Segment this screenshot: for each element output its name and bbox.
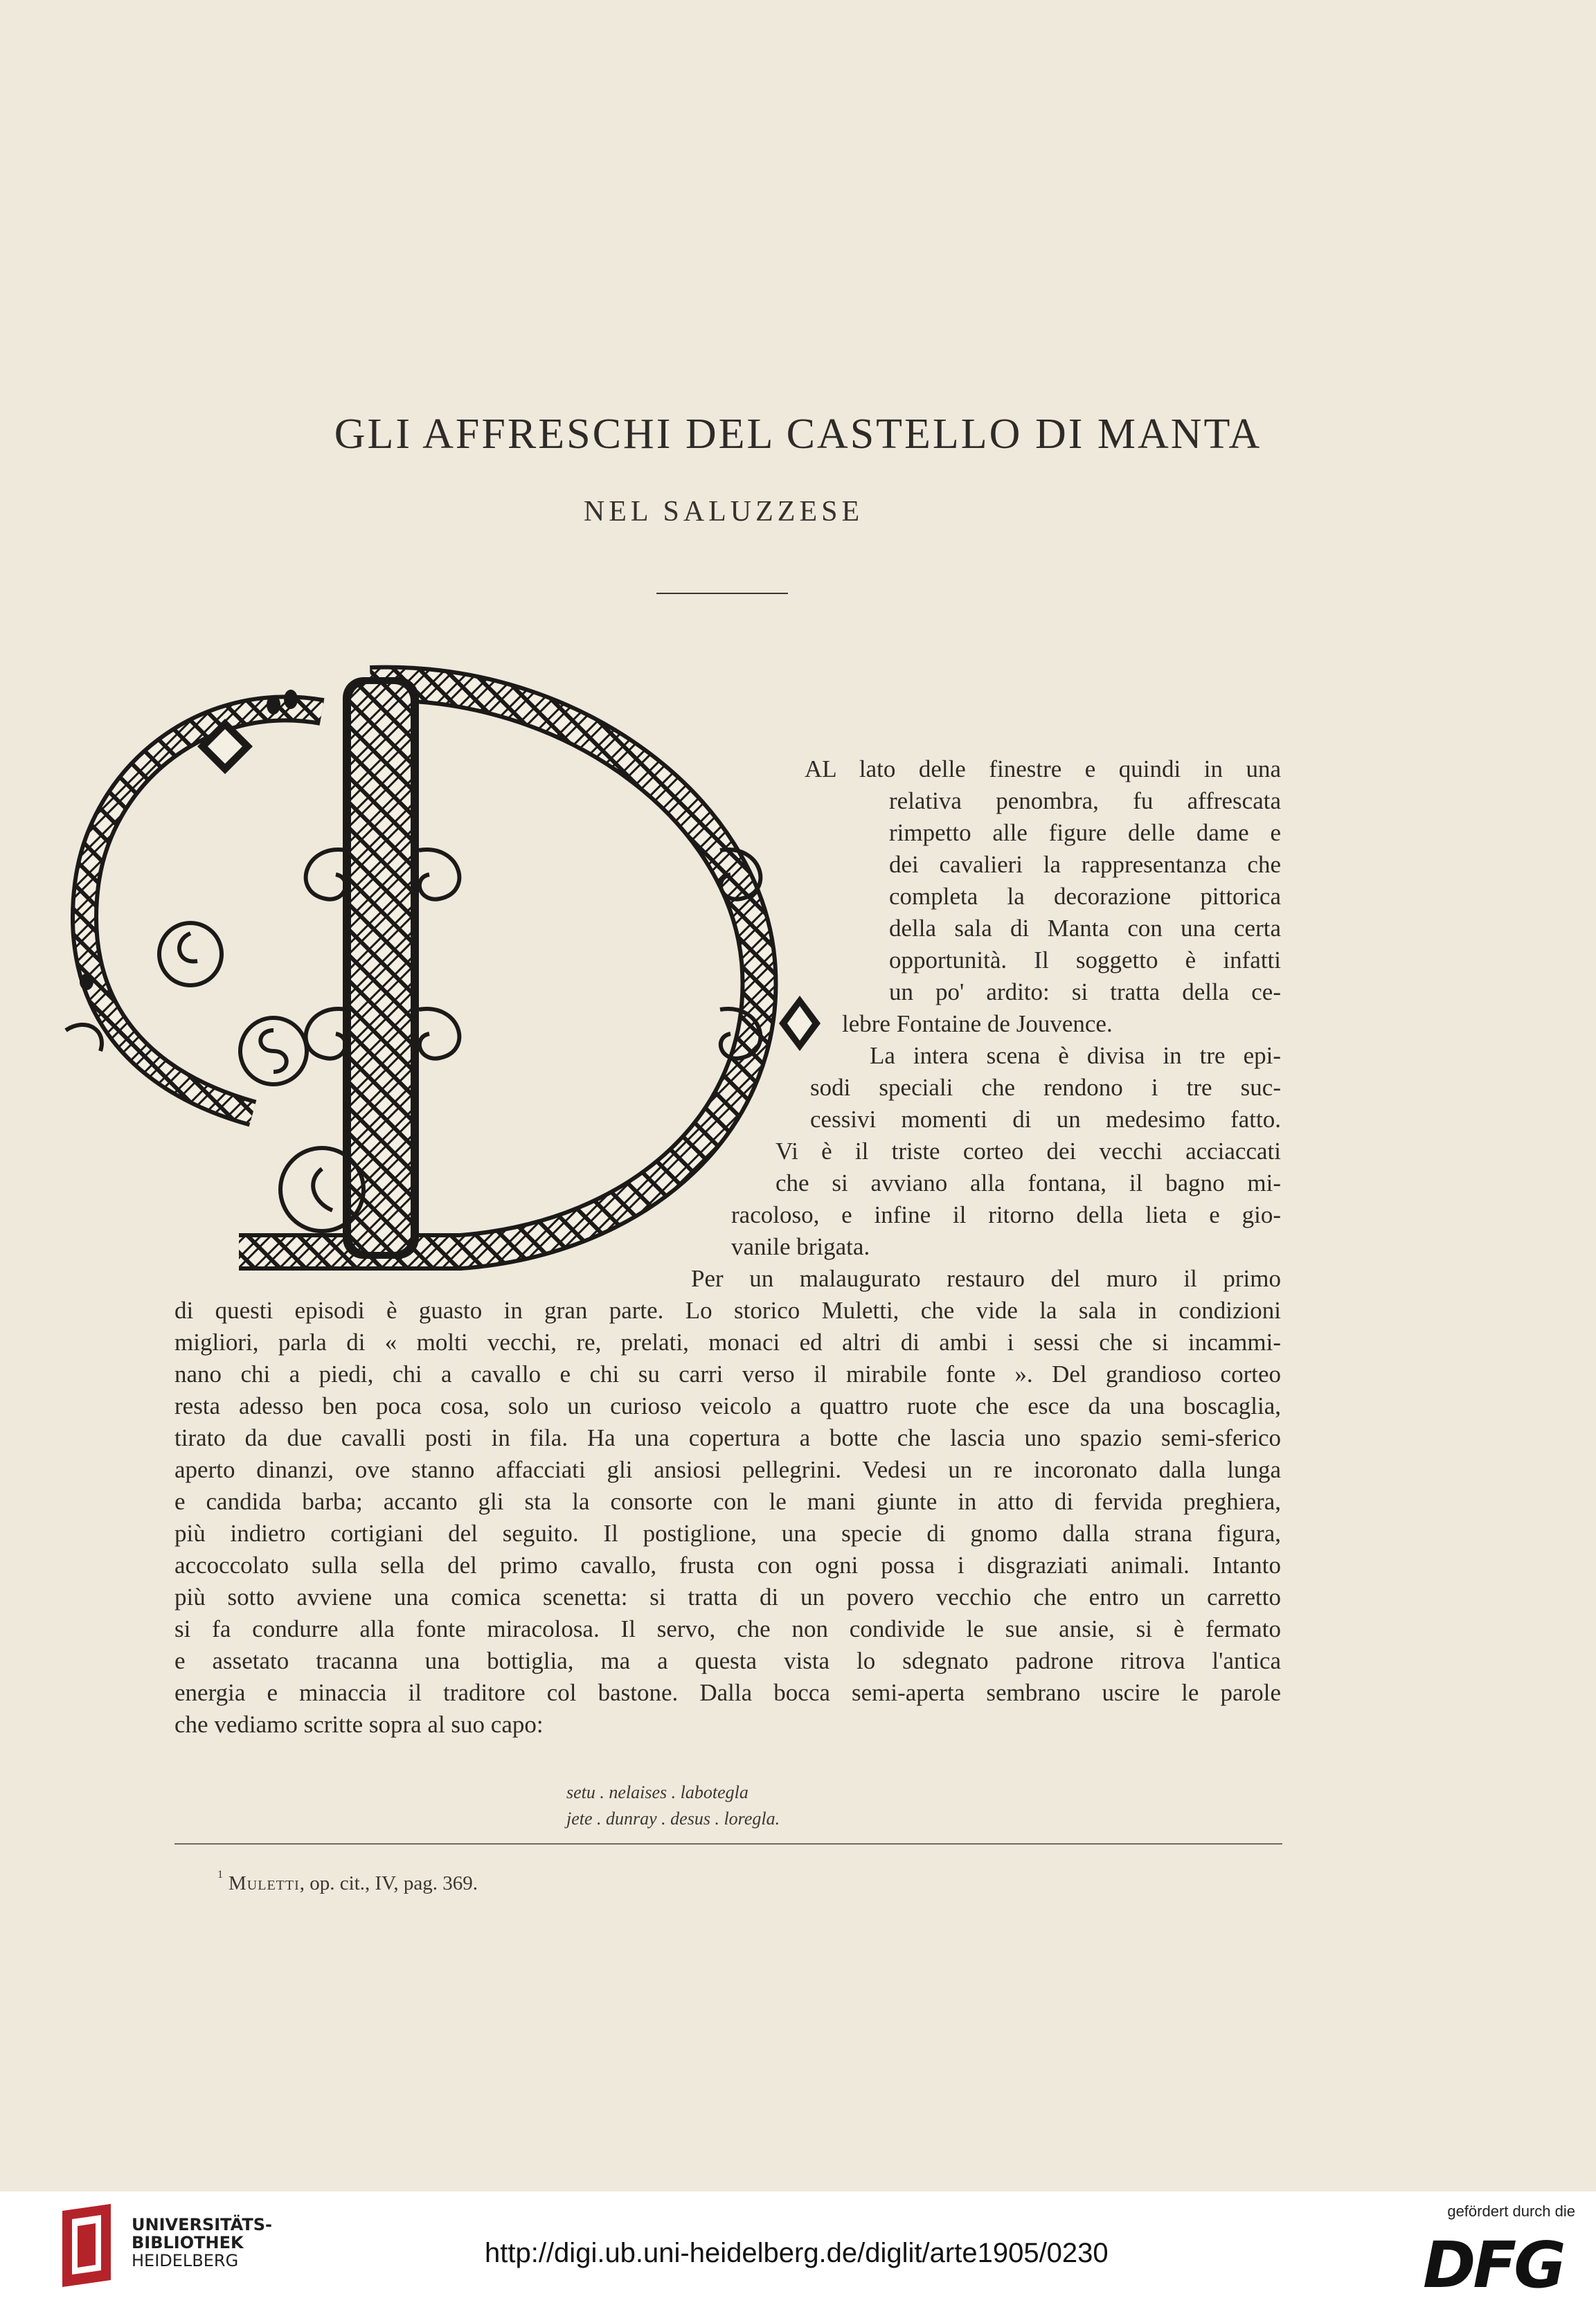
body-line: resta adesso ben poca cosa, solo un curioso veicolo a quattro ruote che esce da una boscaglia,	[174, 1392, 1281, 1419]
footnote	[217, 1869, 478, 1895]
verse-line-2: jete . dunray . desus . loregla.	[566, 1809, 780, 1829]
body-line: e assetato tracanna una bottiglia, ma a questa vista lo sdegnato padrone ritrova l'antica	[174, 1647, 1281, 1674]
body-line: più sotto avviene una comica scenetta: si tratta di un povero vecchio che entro un carretto	[174, 1584, 1281, 1611]
body-line: cessivi momenti di un medesimo fatto.	[810, 1106, 1281, 1133]
body-line: accoccolato sulla sella del primo cavallo, frusta con ogni possa i disgraziati animali. Intanto	[174, 1552, 1281, 1579]
body-line: lebre Fontaine de Jouvence.	[842, 1010, 1113, 1037]
body-line: energia e minaccia il traditore col bastone. Dalla bocca semi-aperta sembrano uscire le parole	[174, 1679, 1281, 1706]
body-line: dei cavalieri la rappresentanza che	[889, 851, 1281, 878]
body-line: e candida barba; accanto gli sta la consorte con le mani giunte in atto di fervida preghiera,	[174, 1488, 1281, 1515]
library-line-3: HEIDELBERG	[132, 2251, 239, 2270]
funding-label: gefördert durch die	[1447, 2203, 1575, 2220]
body-line: vanile brigata.	[731, 1233, 870, 1260]
body-line: più indietro cortigiani del seguito. Il postiglione, una specie di gnomo dalla strana figura,	[174, 1520, 1281, 1547]
body-line: un po' ardito: si tratta della ce-	[889, 978, 1281, 1005]
footnote-text: , op. cit., IV, pag. 369.	[299, 1872, 478, 1894]
permalink-url[interactable]: http://digi.ub.uni-heidelberg.de/diglit/arte1905/0230	[485, 2238, 1109, 2268]
article-title: GLI AFFRESCHI DEL CASTELLO DI MANTA	[334, 411, 1262, 458]
body-line: che vediamo scritte sopra al suo capo:	[174, 1711, 544, 1738]
university-library-logo-icon[interactable]	[55, 2204, 118, 2287]
dfg-logo[interactable]: DFG	[1423, 2228, 1563, 2302]
body-line: migliori, parla di « molti vecchi, re, prelati, monaci ed altri di ambi i sessi che si incammi-	[174, 1329, 1281, 1356]
body-line: della sala di Manta con una certa	[889, 915, 1281, 942]
article-subtitle: NEL SALUZZESE	[583, 496, 864, 528]
body-line: aperto dinanzi, ove stanno affacciati gli ansiosi pellegrini. Vedesi un re incoronato dalla lunga	[174, 1456, 1281, 1483]
body-line: rimpetto alle figure delle dame e	[889, 819, 1281, 846]
university-library-name	[132, 2216, 272, 2270]
footnote-marker: 1	[217, 1869, 223, 1881]
footnote-divider	[174, 1843, 1282, 1845]
body-line: AL lato delle finestre e quindi in una	[805, 755, 1281, 782]
body-line: di questi episodi è guasto in gran parte. Lo storico Muletti, che vide la sala in condizioni	[174, 1297, 1281, 1324]
body-line: si fa condurre alla fonte miracolosa. Il servo, che non condivide le sue ansie, si è fermato	[174, 1615, 1281, 1642]
body-line: che si avviano alla fontana, il bagno mi-	[775, 1169, 1281, 1196]
decorated-initial-d	[45, 636, 862, 1286]
body-line: opportunità. Il soggetto è infatti	[889, 947, 1281, 974]
verse-line-1: setu . nelaises . labotegla	[566, 1782, 748, 1802]
title-divider	[656, 593, 788, 594]
body-line: Vi è il triste corteo dei vecchi acciaccati	[775, 1138, 1281, 1165]
body-line: sodi speciali che rendono i tre suc-	[810, 1074, 1281, 1101]
body-line: nano chi a piedi, chi a cavallo e chi su carri verso il mirabile fonte ». Del grandioso corteo	[174, 1361, 1281, 1388]
body-line: Per un malaugurato restauro del muro il primo	[691, 1265, 1281, 1292]
body-line: racoloso, e infine il ritorno della lieta e gio-	[731, 1201, 1281, 1228]
footnote-author: Muletti	[228, 1872, 300, 1894]
body-line: relativa penombra, fu affrescata	[889, 787, 1281, 814]
library-line-2: BIBLIOTHEK	[132, 2233, 244, 2252]
library-line-1: UNIVERSITÄTS-	[132, 2215, 273, 2234]
body-line: tirato da due cavalli posti in fila. Ha una copertura a botte che lascia uno spazio semi-sferico	[174, 1424, 1281, 1451]
body-line: La intera scena è divisa in tre epi-	[870, 1042, 1281, 1069]
body-line: completa la decorazione pittorica	[889, 883, 1281, 910]
